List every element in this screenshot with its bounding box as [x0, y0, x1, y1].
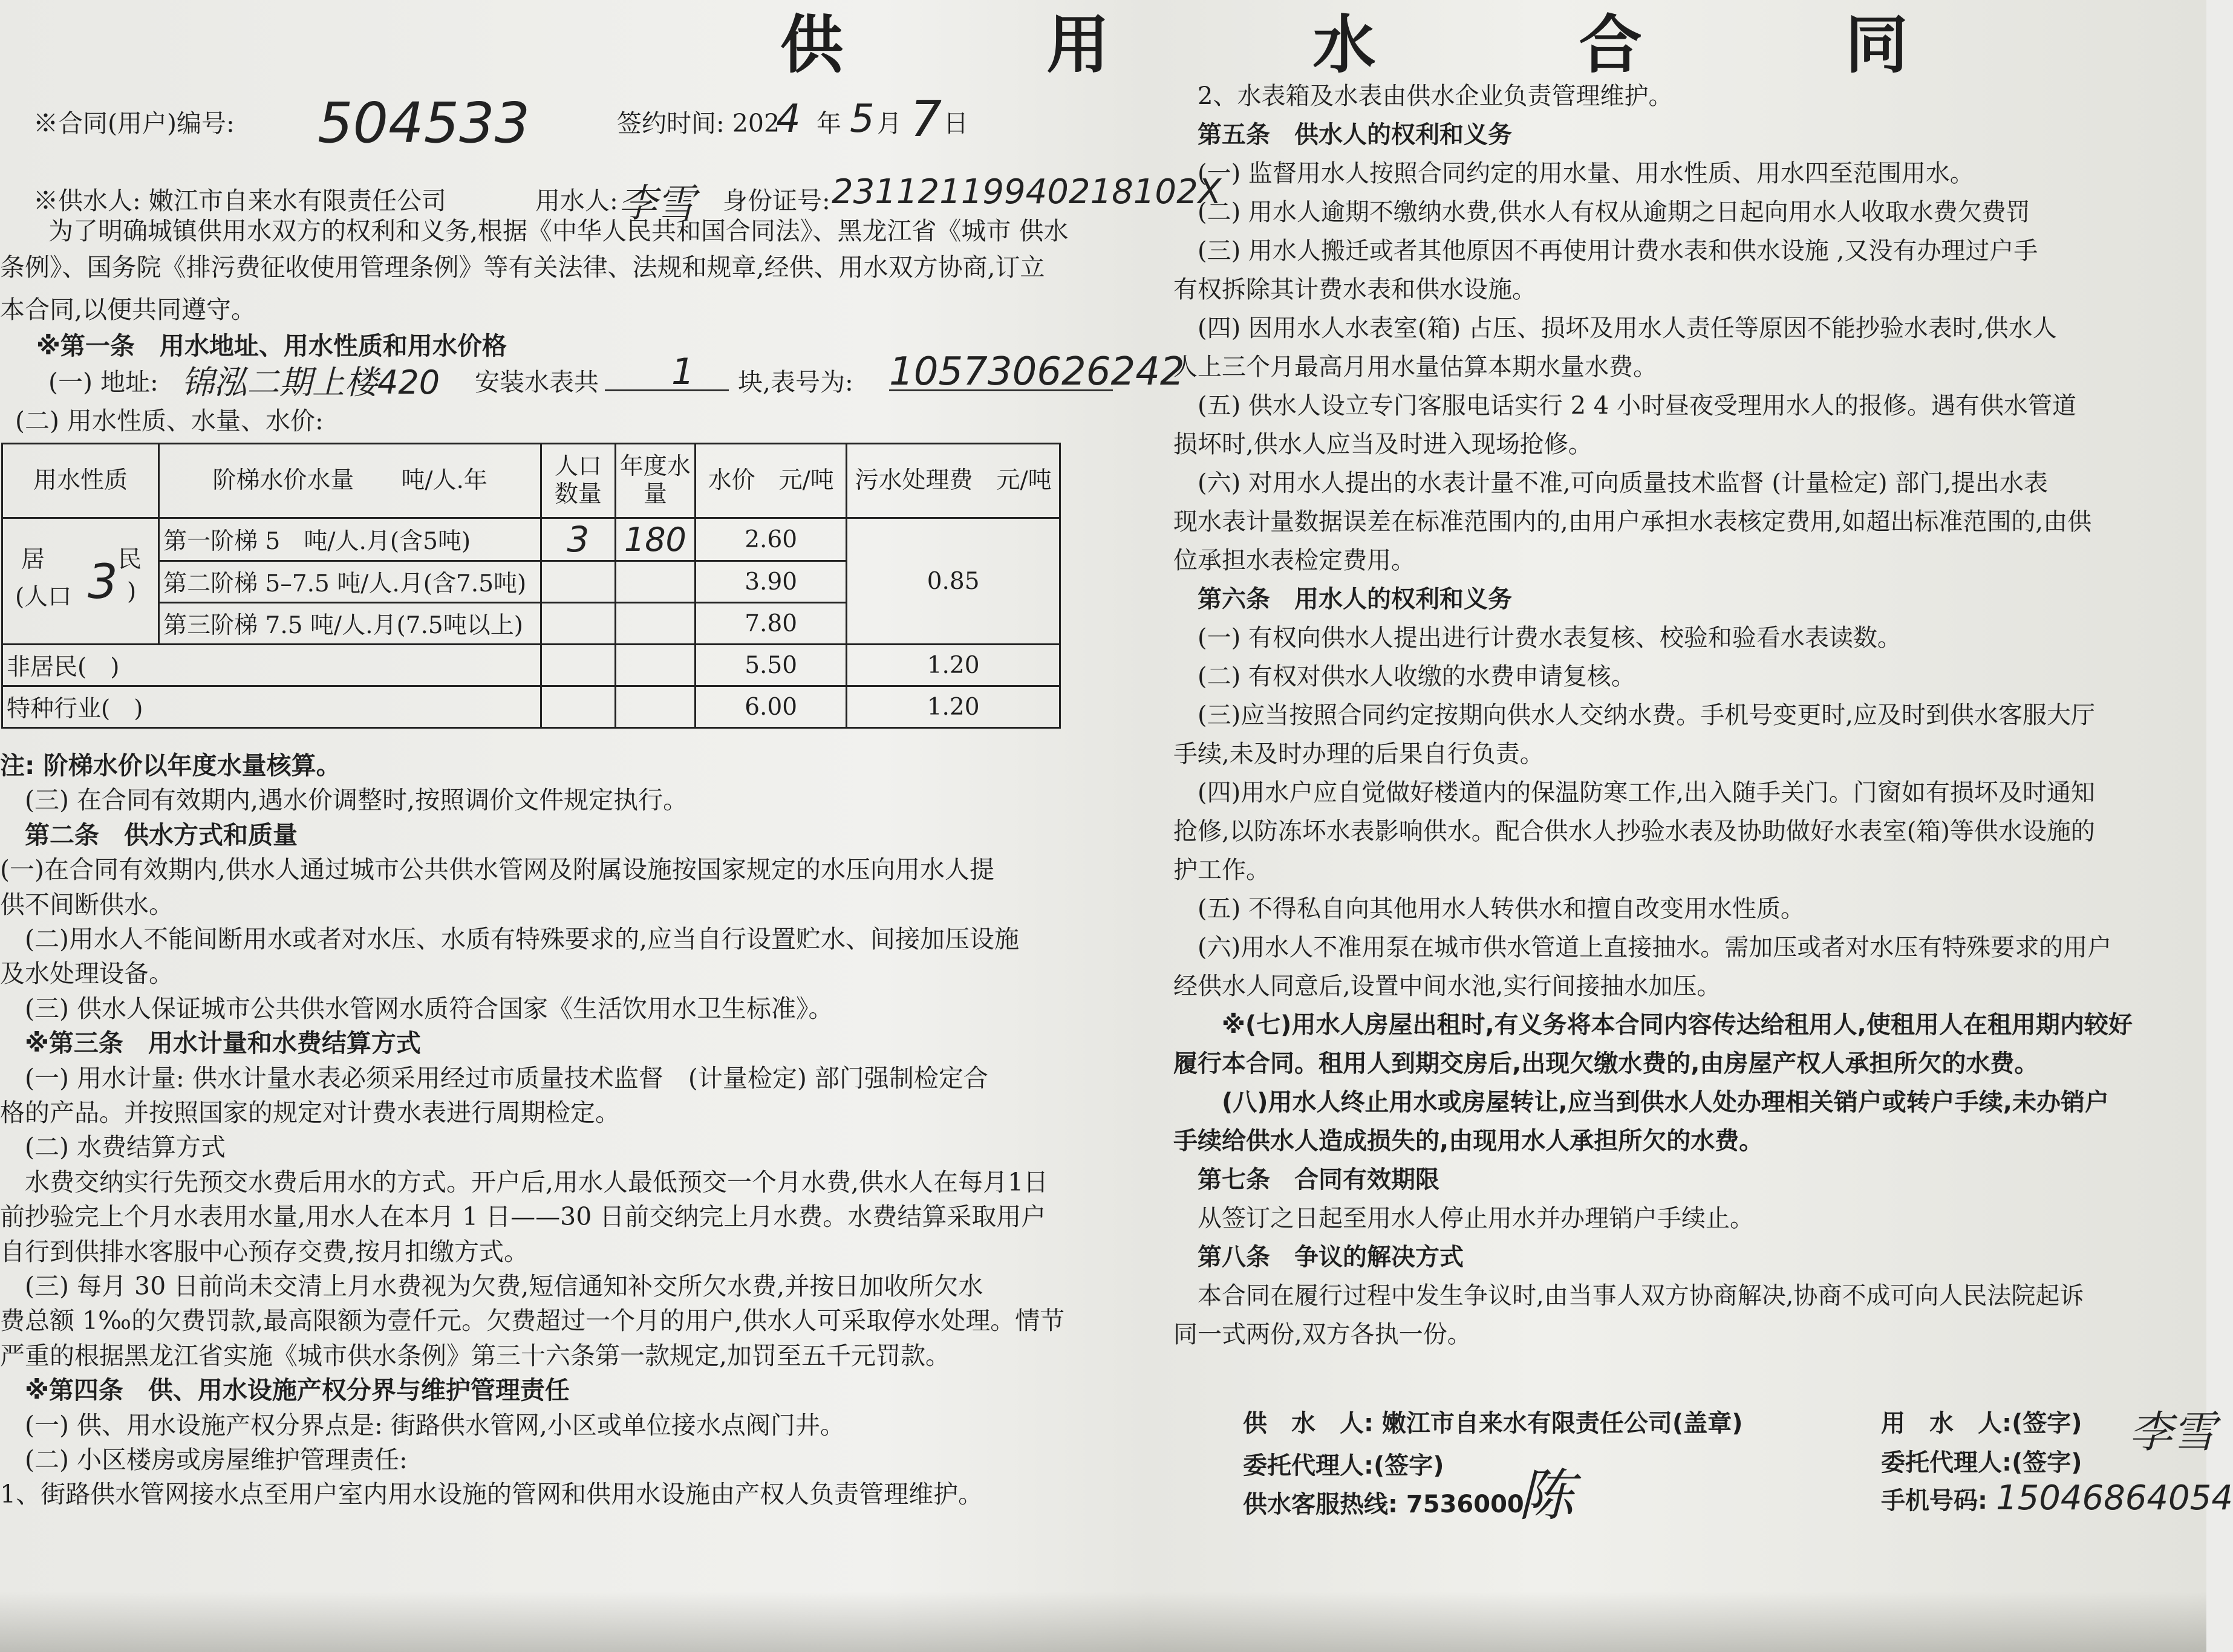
sign-date-month-unit: 月 — [877, 109, 902, 138]
resident-label-d: ) — [127, 578, 137, 605]
body-line: 格的产品。并按照国家的规定对计费水表进行周期检定。 — [0, 1098, 620, 1127]
body-line: 人上三个月最高月用水量估算本期水量水费。 — [1173, 353, 1657, 381]
header-price: 水价 元/吨 — [696, 444, 847, 518]
tier-2-price: 3.90 — [696, 561, 847, 603]
body-line: 抢修,以防冻坏水表影响供水。配合供水人抄验水表及协助做好水表室(箱)等供水设施的 — [1173, 818, 2095, 845]
intro-line-1: 为了明确城镇供用水双方的权利和义务,根据《中华人民共和国合同法》、黑龙江省《城市 供水 — [48, 216, 1069, 246]
empty-cell — [541, 561, 616, 603]
meter-number-handwritten: 105730626242 — [889, 350, 1185, 394]
section-heading: 第五条 供水人的权利和义务 — [1173, 121, 1512, 149]
body-line: (一) 监督用水人按照合同约定的用水量、用水性质、用水四至范围用水。 — [1173, 160, 1974, 187]
body-line: 及水处理设备。 — [0, 959, 174, 989]
body-line: (四) 因用水人水表室(箱) 占压、损坏及用水人责任等原因不能抄验水表时,供水人 — [1173, 314, 2057, 342]
sig-phone-label: 手机号码: — [1881, 1487, 1987, 1515]
sign-date-day-unit: 日 — [944, 109, 968, 138]
table-header-row — [2, 444, 1060, 518]
header-tier: 阶梯水价水量 吨/人.年 — [159, 444, 541, 518]
annual-volume-handwritten: 180 — [624, 520, 686, 559]
meter-label: 安装水表共 — [475, 368, 599, 397]
body-line: (三) 在合同有效期内,遇水价调整时,按照调价文件规定执行。 — [0, 785, 688, 815]
body-line: (三) 供水人保证城市公共供水管网水质符合国家《生活饮用水卫生标准》。 — [0, 993, 833, 1023]
section-heading: ※第四条 供、用水设施产权分界与维护管理责任 — [0, 1376, 570, 1405]
body-line: (二) 小区楼房或房屋维护管理责任: — [0, 1445, 408, 1474]
sign-date-label: 签约时间: 202 — [617, 109, 780, 138]
contract-no-handwritten: 504533 — [318, 91, 530, 155]
header-population: 人口数量 — [541, 444, 616, 518]
sign-date-year-unit: 年 — [817, 109, 841, 138]
body-line: (二)用水人不能间断用水或者对水压、水质有特殊要求的,应当自行设置贮水、间接加压设施 — [0, 925, 1020, 954]
body-line: 前抄验完上个月水表用水量,用水人在本月 1 日——30 日前交纳完上月水费。水费结算采取用户 — [0, 1202, 1046, 1232]
tier-1-price: 2.60 — [696, 518, 847, 561]
empty-cell — [615, 561, 695, 603]
meter-number-underline — [889, 387, 1113, 391]
meter-unit: 块,表号为: — [738, 368, 853, 397]
body-line: (一) 供、用水设施产权分界点是: 街路供水管网,小区或单位接水点阀门井。 — [0, 1410, 845, 1440]
annual-volume-cell — [615, 518, 695, 561]
document-title: 供 用 水 合 同 — [780, 8, 1999, 82]
sig-phone-handwritten: 15046864054 — [1996, 1478, 2233, 1518]
body-line: (五) 不得私自向其他用水人转供水和擅自改变用水性质。 — [1173, 895, 1805, 923]
right-column — [1173, 0, 2206, 1652]
sig-user-handwritten: 李雪 — [2129, 1406, 2217, 1457]
body-line: (二) 水费结算方式 — [0, 1133, 226, 1162]
empty-cell — [541, 645, 616, 686]
body-line: 位承担水表检定费用。 — [1173, 547, 1415, 574]
intro-line-2: 条例》、国务院《排污费征收使用管理条例》等有关法律、法规和规章,经供、用水双方协商,订立 — [0, 253, 1045, 282]
body-line: 严重的根据黑龙江省实施《城市供水条例》第三十六条第一款规定,加罚至五千元罚款。 — [0, 1341, 951, 1370]
tier-3-label: 第三阶梯 7.5 吨/人.月(7.5吨以上) — [159, 603, 541, 645]
empty-cell — [541, 603, 616, 645]
body-line: (一) 用水计量: 供水计量水表必须采用经过市质量技术监督 (计量检定) 部门强制检定合 — [0, 1063, 988, 1093]
header-sewage: 污水处理费 元/吨 — [847, 444, 1060, 518]
body-line: (二) 有权对供水人收缴的水费申请复核。 — [1173, 663, 1635, 691]
body-line: 供不间断供水。 — [0, 889, 174, 919]
section-heading: 第七条 合同有效期限 — [1173, 1166, 1439, 1194]
supplier-line: ※供水人: 嫩江市自来水有限责任公司 — [33, 186, 446, 215]
sig-supplier-agent-label: 委托代理人:(签字) — [1243, 1452, 1444, 1480]
special-industry-sewage: 1.20 — [847, 686, 1060, 728]
body-line: (一) 有权向供水人提出进行计费水表复核、校验和验看水表读数。 — [1173, 624, 1902, 652]
non-resident-sewage: 1.20 — [847, 645, 1060, 686]
non-resident-price: 5.50 — [696, 645, 847, 686]
empty-cell — [615, 603, 695, 645]
empty-cell — [615, 645, 695, 686]
resident-count-handwritten: 3 — [88, 555, 118, 610]
body-line: (六) 对用水人提出的水表计量不准,可向质量技术监督 (计量检定) 部门,提出水表 — [1173, 469, 2048, 497]
section-heading: (八)用水人终止用水或房屋转让,应当到供水人处办理相关销户或转户手续,未办销户 — [1173, 1088, 2109, 1116]
body-line: 护工作。 — [1173, 856, 1270, 884]
body-line: 从签订之日起至用水人停止用水并办理销户手续止。 — [1173, 1205, 1754, 1232]
paper-shadow — [0, 1592, 2206, 1652]
user-label: 用水人: — [535, 186, 618, 215]
id-number-handwritten: 23112119940218102X — [832, 172, 1222, 212]
body-line: (二) 用水人逾期不缴纳水费,供水人有权从逾期之日起向用水人收取水费欠费罚 — [1173, 198, 2030, 226]
sign-date-day: 7 — [910, 91, 942, 148]
body-line: (三)应当按照合同约定按期向供水人交纳水费。手机号变更时,应及时到供水客服大厅 — [1173, 701, 2095, 729]
table-row — [2, 518, 1060, 561]
address-label: (一) 地址: — [48, 368, 158, 397]
meter-count-underline — [605, 387, 729, 391]
resident-sewage-fee: 0.85 — [847, 518, 1060, 645]
section-heading: 手续给供水人造成损失的,由现用水人承担所欠的水费。 — [1173, 1127, 1764, 1155]
body-line: 本合同在履行过程中发生争议时,由当事人双方协商解决,协商不成可向人民法院起诉 — [1173, 1282, 2084, 1310]
body-line: 有权拆除其计费水表和供水设施。 — [1173, 276, 1536, 304]
body-line: 1、街路供水管网接水点至用户室内用水设施的管网和供用水设施由产权人负责管理维护。 — [0, 1480, 983, 1509]
resident-label-c: (人口 — [15, 584, 72, 611]
body-line: 经供水人同意后,设置中间水池,实行间接抽水加压。 — [1173, 972, 1721, 1000]
body-line: (六)用水人不准用泵在城市供水管道上直接抽水。需加压或者对水压有特殊要求的用户 — [1173, 934, 2112, 961]
empty-cell — [541, 686, 616, 728]
body-line: (四)用水户应自觉做好楼道内的保温防寒工作,出入随手关门。门窗如有损坏及时通知 — [1173, 779, 2095, 807]
sig-supplier-line: 供 水 人: 嫩江市自来水有限责任公司(盖章) — [1243, 1410, 1743, 1437]
sign-date-year: 4 — [776, 97, 801, 141]
special-industry-label: 特种行业( ) — [2, 686, 541, 728]
section-heading: 第六条 用水人的权利和义务 — [1173, 585, 1512, 613]
article1-subheading: (二) 用水性质、水量、水价: — [15, 406, 324, 435]
water-price-table — [1, 443, 1061, 729]
body-line: 自行到供排水客服中心预存交费,按月扣缴方式。 — [0, 1237, 529, 1266]
section-heading: ※第三条 用水计量和水费结算方式 — [0, 1029, 421, 1058]
resident-cell — [2, 518, 159, 645]
sign-date-month: 5 — [850, 97, 875, 141]
empty-cell — [615, 686, 695, 728]
section-heading: 履行本合同。租用人到期交房后,出现欠缴水费的,由房屋产权人承担所欠的水费。 — [1173, 1050, 2039, 1078]
tier-2-label: 第二阶梯 5–7.5 吨/人.月(含7.5吨) — [159, 561, 541, 603]
section-heading: ※(七)用水人房屋出租时,有义务将本合同内容传达给租用人,使租用人在租用期内较好 — [1173, 1011, 2133, 1039]
body-line: (五) 供水人设立专门客服电话实行 2 4 小时昼夜受理用水人的报修。遇有供水管道 — [1173, 392, 2076, 420]
resident-label-a: 居 — [21, 546, 45, 573]
table-row — [2, 645, 1060, 686]
non-resident-label: 非居民( ) — [2, 645, 541, 686]
header-annual-volume: 年度水量 — [615, 444, 695, 518]
user-name-handwritten: 李雪 — [618, 181, 696, 226]
section-heading: 注: 阶梯水价以年度水量核算。 — [0, 751, 341, 780]
table-row — [2, 686, 1060, 728]
header-nature: 用水性质 — [2, 444, 159, 518]
contract-no-label: ※合同(用户)编号: — [33, 109, 235, 138]
tier-1-label: 第一阶梯 5 吨/人.月(含5吨) — [159, 518, 541, 561]
body-line: 手续,未及时办理的后果自行负责。 — [1173, 740, 1544, 768]
meter-count-handwritten: 1 — [671, 351, 695, 393]
sig-user-line: 用 水 人:(签字) — [1881, 1410, 2082, 1437]
body-line: 同一式两份,双方各执一份。 — [1173, 1321, 1472, 1348]
body-line: (一)在合同有效期内,供水人通过城市公共供水管网及附属设施按国家规定的水压向用水人提 — [0, 855, 995, 885]
section-heading: 第八条 争议的解决方式 — [1173, 1243, 1464, 1271]
body-line: 费总额 1‰的欠费罚款,最高限额为壹仟元。欠费超过一个月的用户,供水人可采取停水处理。情节 — [0, 1306, 1065, 1336]
section-heading: 第二条 供水方式和质量 — [0, 820, 298, 850]
population-cell — [541, 518, 616, 561]
body-line: 损坏时,供水人应当及时进入现场抢修。 — [1173, 431, 1592, 458]
body-line: 现水表计量数据误差在标准范围内的,由用户承担水表核定费用,如超出标准范围的,由供 — [1173, 508, 2092, 536]
sig-user-agent-label: 委托代理人:(签字) — [1881, 1449, 2082, 1477]
intro-line-3: 本合同,以便共同遵守。 — [0, 295, 256, 324]
sig-supplier-agent-handwritten: 陈 — [1518, 1463, 1574, 1528]
body-line: (三) 每月 30 日前尚未交清上月水费视为欠费,短信通知补交所欠水费,并按日加收所欠水 — [0, 1272, 983, 1301]
body-line: 2、水表箱及水表由供水企业负责管理维护。 — [1173, 82, 1673, 110]
population-handwritten: 3 — [567, 519, 590, 560]
special-industry-price: 6.00 — [696, 686, 847, 728]
id-label: 身份证号: — [723, 186, 830, 215]
resident-label-b: 民 — [118, 546, 142, 573]
body-line: 水费交纳实行先预交水费后用水的方式。开户后,用水人最低预交一个月水费,供水人在每月1日 — [0, 1167, 1049, 1197]
address-handwritten: 锦泓二期上楼420 — [181, 363, 440, 402]
body-line: (三) 用水人搬迁或者其他原因不再使用计费水表和供水设施 ,又没有办理过户手 — [1173, 237, 2038, 265]
tier-3-price: 7.80 — [696, 603, 847, 645]
sig-hotline: 供水客服热线: 7536000 — [1243, 1491, 1524, 1518]
article1-heading: ※第一条 用水地址、用水性质和用水价格 — [36, 331, 507, 360]
